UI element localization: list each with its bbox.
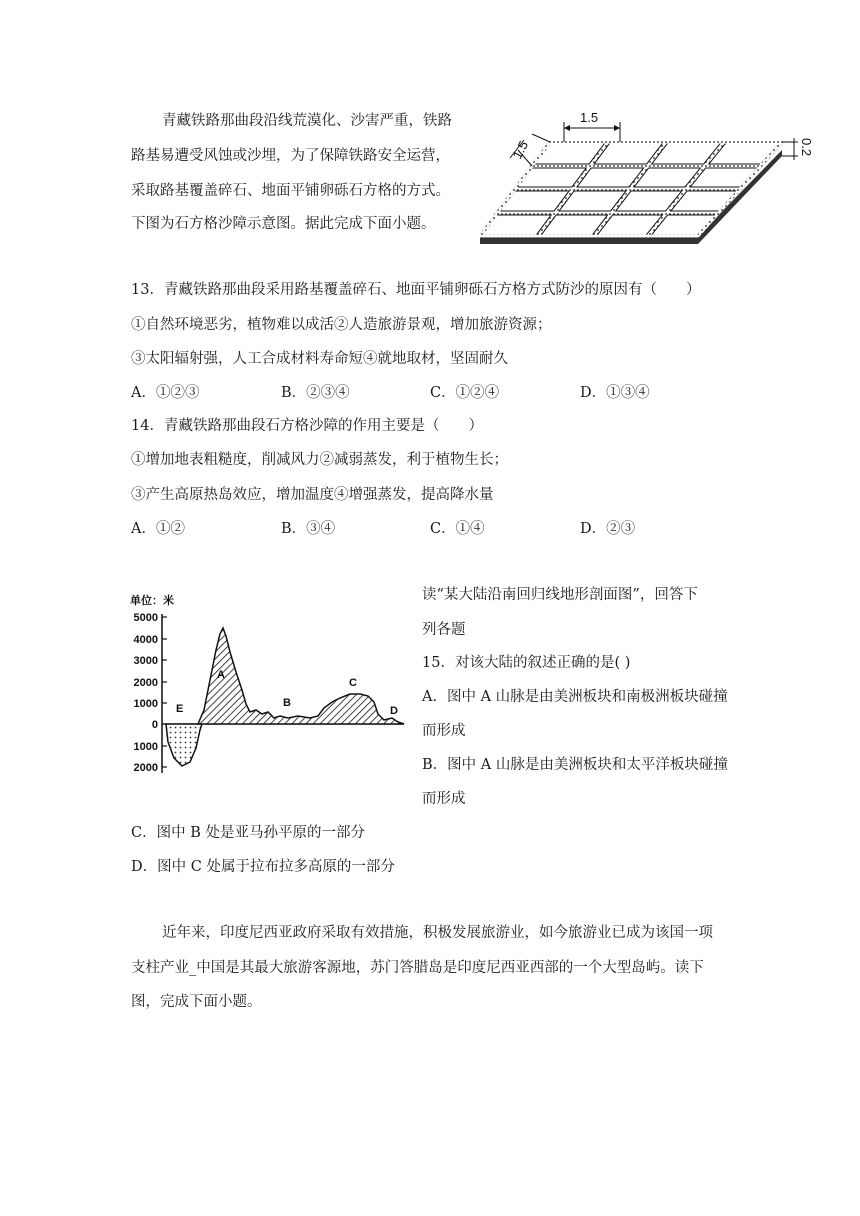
tick-label: 3000 [133,655,158,667]
tick-label: 1000 [133,741,158,753]
ocean-trench [166,724,202,766]
option-c: C．图中 B 处是亚马孙平原的一部分 [131,825,365,841]
dimension-left-label: 1.5 [509,138,532,162]
option-d: D．①③④ [580,385,650,401]
profile-label-c: C [349,677,357,689]
tick-label: 0 [151,719,158,731]
question-stem: 13．青藏铁路那曲段采用路基覆盖碎石、地面平铺卵砾石方格方式防沙的原因有（ ） [131,282,701,298]
tick-label: 5000 [133,612,158,624]
intro-line: 图，完成下面小题。 [131,994,262,1010]
profile-label-d: D [390,705,398,717]
intro-line: 近年来，印度尼西亚政府采取有效措施，积极发展旅游业，如今旅游业已成为该国一项 [162,925,713,941]
land-profile [198,628,404,724]
option-d: D．图中 C 处属于拉布拉多高原的一部分 [131,859,395,875]
option-d: D．②③ [580,521,636,537]
tick-label: 2000 [133,762,158,774]
question-statement: ①增加地表粗糙度，削减风力②减弱蒸发，利于植物生长； [131,452,508,468]
profile-label-e: E [176,703,184,715]
option-b-continued: 而形成 [422,791,466,807]
unit-label: 单位：米 [130,595,174,607]
intro-line: 下图为石方格沙障示意图。据此完成下面小题。 [131,216,436,232]
intro-line: 列各题 [422,622,466,638]
intro-line: 路基易遭受风蚀或沙埋，为了保障铁路安全运营， [131,148,450,164]
intro-line: 青藏铁路那曲段沿线荒漠化、沙害严重，铁路 [162,113,452,129]
option-a-continued: 而形成 [422,723,466,739]
intro-line: 读“某大陆沿南回归线地形剖面图”，回答下 [422,587,698,603]
option-a: A．图中 A 山脉是由美洲板块和南极洲板块碰撞 [422,689,728,705]
dimension-top-label: 1.5 [580,110,599,125]
question-statement: ①自然环境恶劣，植物难以成活②人造旅游景观，增加旅游资源； [131,317,552,333]
tick-label: 1000 [133,698,158,710]
intro-line: 支柱产业_中国是其最大旅游客源地，苏门答腊岛是印度尼西亚西部的一个大型岛屿。读下 [131,960,704,976]
option-b: B．②③④ [281,385,350,401]
tick-label: 4000 [133,634,158,646]
option-b: B．图中 A 山脉是由美洲板块和太平洋板块碰撞 [422,757,728,773]
question-stem: 15．对该大陆的叙述正确的是( ) [422,655,631,671]
stone-grid-figure [480,100,820,265]
tick-label: 2000 [133,677,158,689]
intro-line: 采取路基覆盖碎石、地面平铺卵砾石方格的方式。 [131,183,450,199]
dimension-right-label: 0.2 [799,138,814,157]
question-stem: 14．青藏铁路那曲段石方格沙障的作用主要是（ ） [131,418,483,434]
profile-label-b: B [283,697,291,709]
option-a: A．①②③ [131,385,200,401]
option-b: B．③④ [281,521,336,537]
option-a: A．①② [131,521,185,537]
profile-label-a: A [217,669,225,681]
terrain-profile-figure [128,590,410,790]
question-statement: ③产生高原热岛效应，增加温度④增强蒸发，提高降水量 [131,487,494,503]
question-statement: ③太阳辐射强，人工合成材料寿命短④就地取材，坚固耐久 [131,351,508,367]
option-c: C．①④ [430,521,485,537]
option-c: C．①②④ [430,385,500,401]
